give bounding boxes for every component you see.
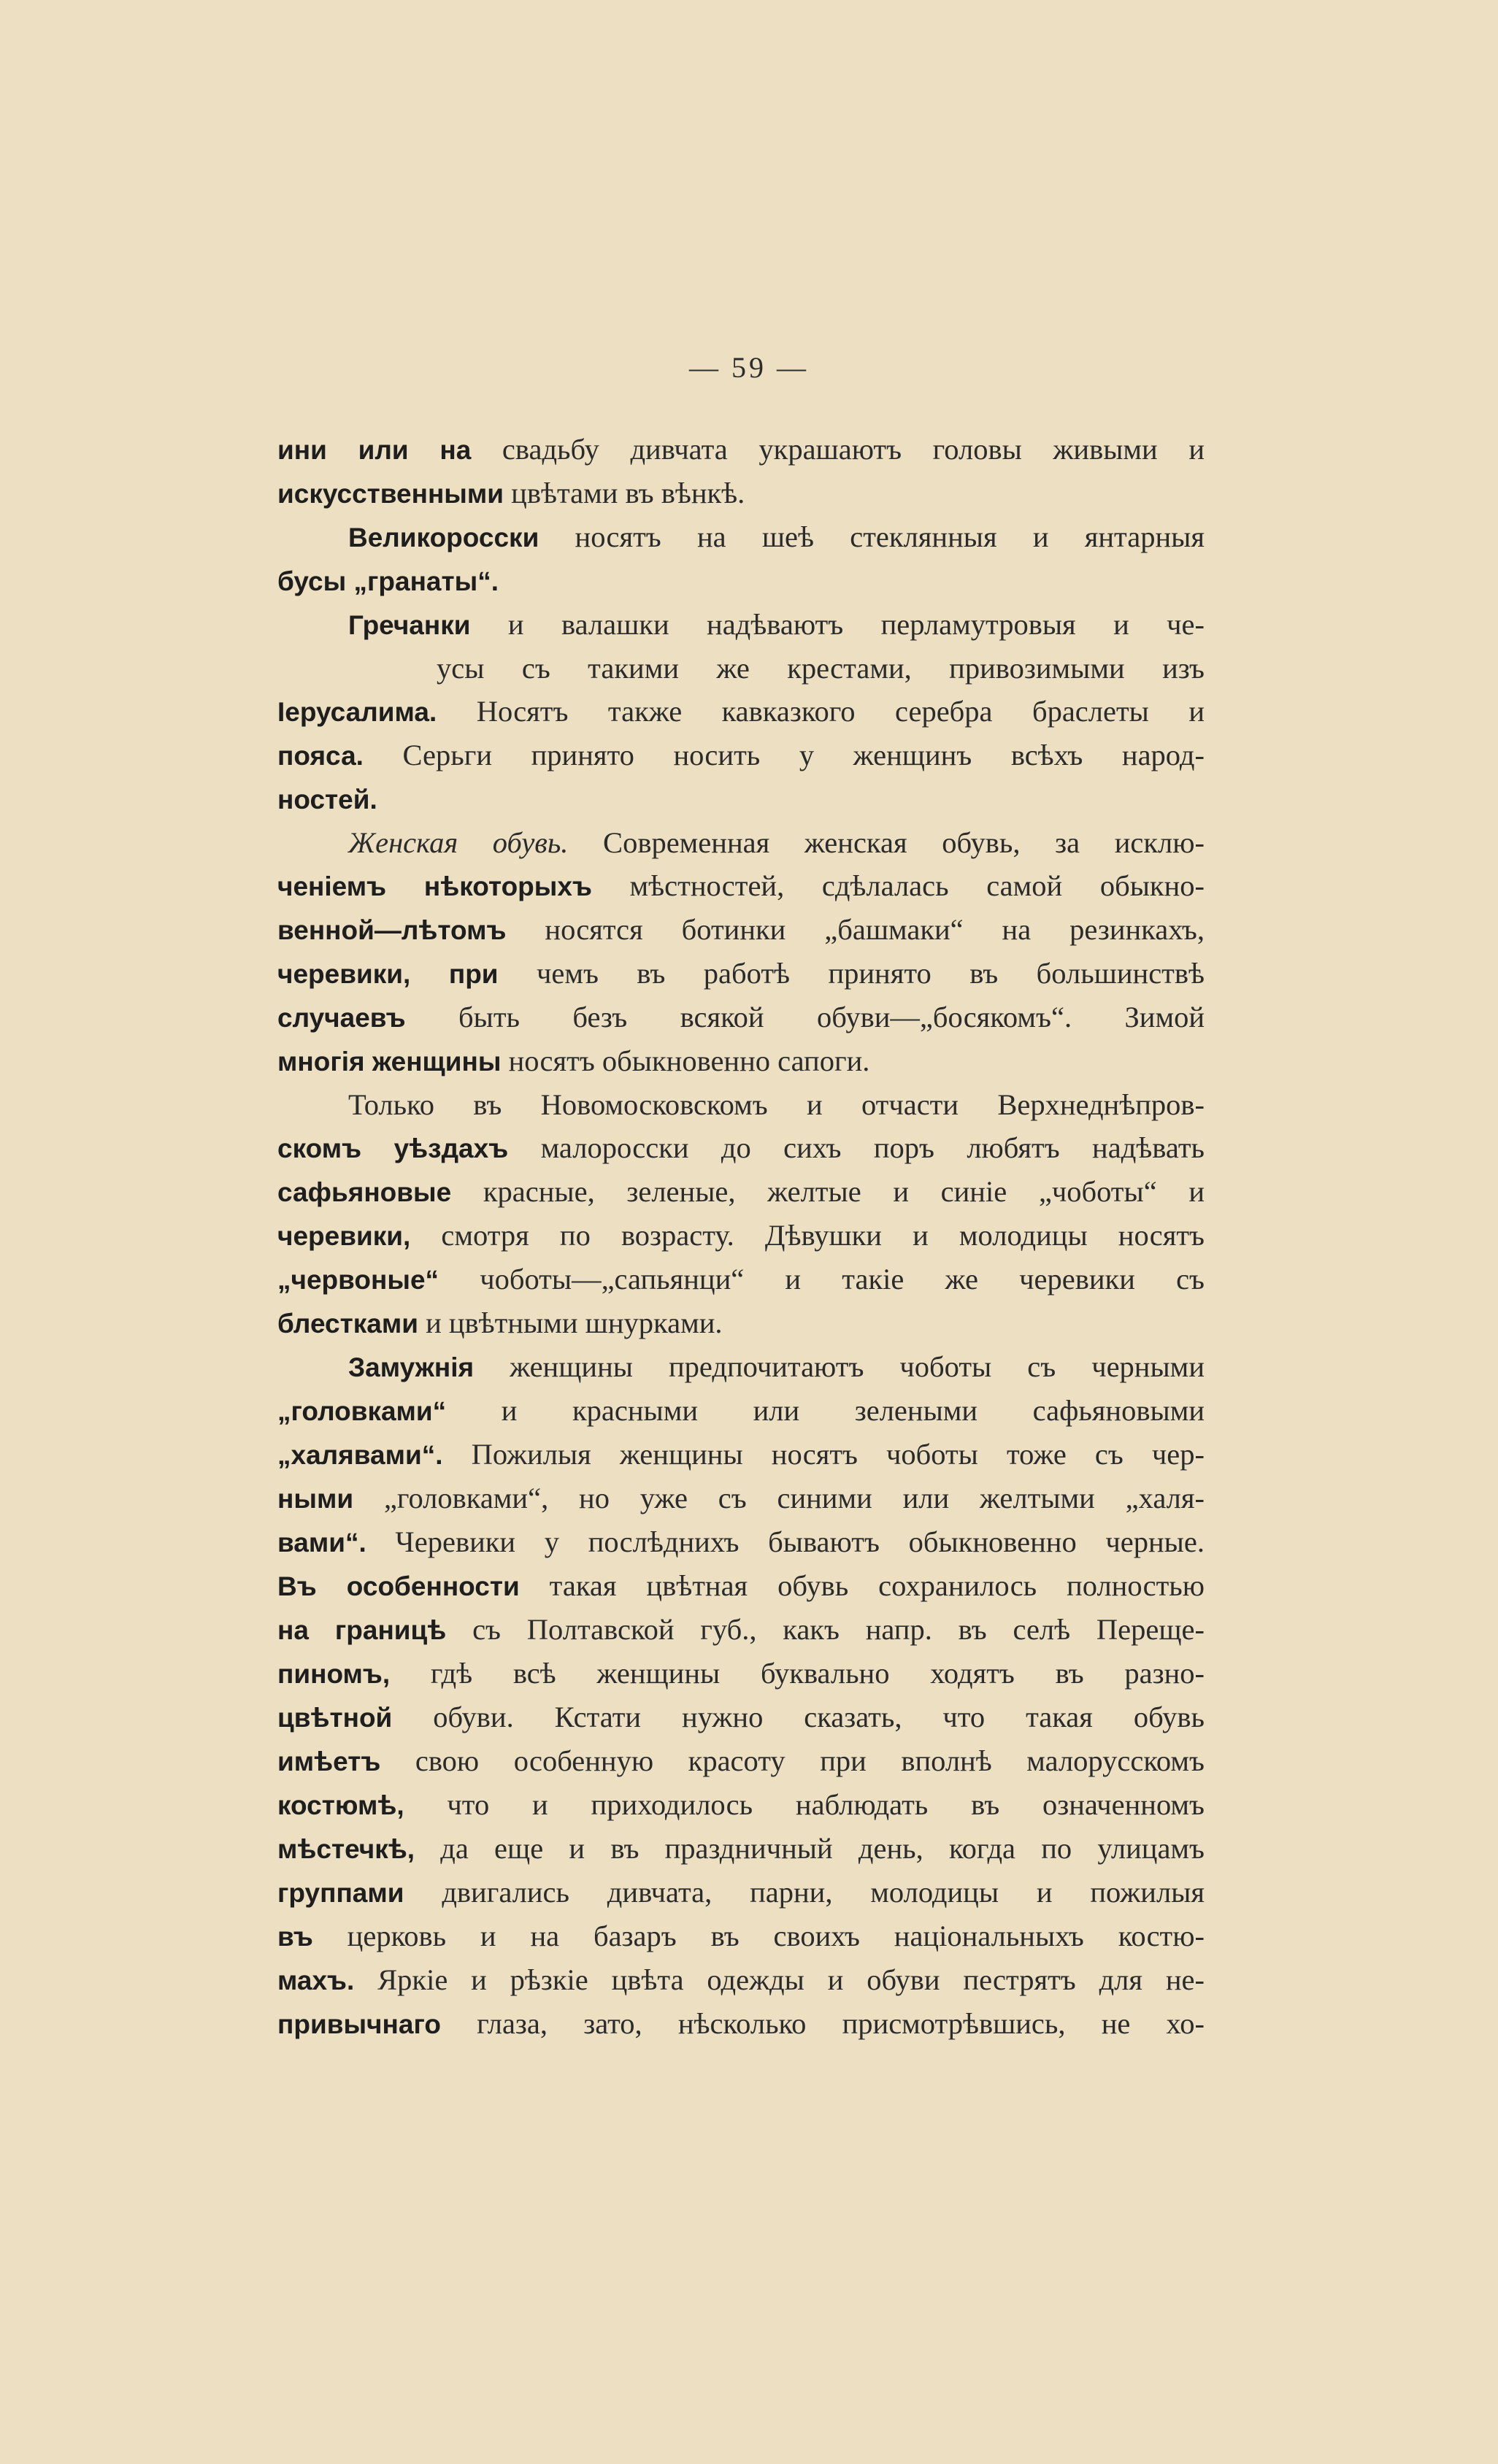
line-lead-bold: Іерусалима. xyxy=(277,697,437,727)
line-text: и валашки надѣваютъ перламутровыя и че- xyxy=(470,608,1205,641)
line-lead-bold: Гречанки xyxy=(348,610,471,640)
line-text: Черевики у послѣднихъ бываютъ обыкновенно черные. xyxy=(366,1525,1205,1558)
line-text: Носятъ также кавказкого серебра браслеты и xyxy=(437,695,1205,728)
text-line xyxy=(277,1958,1205,2002)
line-text: свадьбу дивчата украшаютъ головы живыми и xyxy=(471,433,1205,466)
line-text: чемъ въ работѣ принято въ большинствѣ xyxy=(498,957,1205,990)
text-line xyxy=(277,603,1205,647)
line-text: глаза, зато, нѣсколько присмотрѣвшись, не хо- xyxy=(440,2007,1205,2040)
line-lead-bold: ными xyxy=(277,1484,354,1514)
line-text: чоботы—„сапьянци“ и такіе же черевики съ xyxy=(439,1263,1205,1295)
line-text: „головками“, но уже съ синими или желтыми „халя- xyxy=(353,1482,1205,1514)
text-line xyxy=(277,864,1205,908)
line-text: носятъ на шеѣ стеклянныя и янтарныя xyxy=(539,520,1205,553)
line-lead-bold: „головками“ xyxy=(277,1396,447,1426)
text-line xyxy=(277,1871,1205,1914)
line-lead-bold: „халявами“. xyxy=(277,1440,443,1470)
text-line xyxy=(277,1827,1205,1871)
section-heading-italic: Женская обувь. xyxy=(348,826,569,859)
text-line xyxy=(277,1564,1205,1608)
line-lead-bold: ченіемъ нѣкоторыхъ xyxy=(277,871,592,901)
line-text: Серьги принято носить у женщинъ всѣхъ народ- xyxy=(363,739,1205,771)
text-line xyxy=(277,471,1205,515)
text-line xyxy=(277,1520,1205,1564)
line-text: обуви. Кстати нужно сказать, что такая обувь xyxy=(392,1701,1205,1733)
line-lead-bold: мѣстечкѣ, xyxy=(277,1834,415,1864)
line-text: двигались дивчата, парни, молодицы и пожилыя xyxy=(404,1876,1205,1909)
line-text: и красными или зелеными сафьяновыми xyxy=(446,1394,1205,1427)
line-text: усы съ такими же крестами, привозимыми изъ xyxy=(437,652,1205,685)
line-lead-bold: группами xyxy=(277,1878,404,1908)
line-text: быть безъ всякой обуви—„босякомъ“. Зимой xyxy=(405,1001,1205,1033)
text-line xyxy=(277,952,1205,996)
text-line xyxy=(277,647,1205,690)
line-text: гдѣ всѣ женщины буквально ходятъ въ разно- xyxy=(390,1657,1205,1690)
text-line xyxy=(277,1126,1205,1170)
text-line xyxy=(277,1914,1205,1958)
text-line xyxy=(277,1695,1205,1739)
line-lead-bold: вами“. xyxy=(277,1528,366,1558)
line-text: свою особенную красоту при вполнѣ малорусскомъ xyxy=(380,1744,1205,1777)
line-lead-bold: ностей. xyxy=(277,785,377,815)
line-lead-bold: на границѣ xyxy=(277,1615,447,1645)
line-lead-bold: черевики, при xyxy=(277,959,499,989)
text-line xyxy=(277,1301,1205,1345)
line-lead-bold: черевики, xyxy=(277,1221,411,1251)
text-line xyxy=(277,1389,1205,1433)
line-lead-bold: „червоные“ xyxy=(277,1265,439,1295)
text-line xyxy=(277,690,1205,734)
line-lead-bold: Въ особенности xyxy=(277,1571,520,1601)
text-line xyxy=(277,1214,1205,1258)
line-text: женщины предпочитаютъ чоботы съ черными xyxy=(474,1350,1205,1383)
line-lead-bold: цвѣтной xyxy=(277,1703,393,1733)
text-line xyxy=(277,1608,1205,1652)
line-lead-bold: Замужнія xyxy=(348,1352,475,1382)
line-lead-bold: блестками xyxy=(277,1309,418,1339)
line-lead-bold: Великоросски xyxy=(348,523,539,553)
text-line xyxy=(277,515,1205,559)
text-line xyxy=(277,2002,1205,2046)
text-line xyxy=(277,734,1205,777)
text-line xyxy=(277,996,1205,1039)
line-text: церковь и на базаръ въ своихъ національныхъ костю- xyxy=(312,1920,1205,1952)
text-line xyxy=(277,1739,1205,1783)
line-text: малоросски до сихъ поръ любятъ надѣвать xyxy=(508,1131,1205,1164)
line-text: цвѣтами въ вѣнкѣ. xyxy=(504,477,745,509)
body-text xyxy=(277,428,1205,2046)
line-text: Современная женская обувь, за исклю- xyxy=(568,826,1205,859)
text-line xyxy=(277,1039,1205,1083)
line-text: да еще и въ праздничный день, когда по улицамъ xyxy=(415,1832,1205,1865)
line-text: Только въ Новомосковскомъ и отчасти Верхнеднѣпров- xyxy=(348,1088,1205,1121)
text-line xyxy=(277,821,1205,864)
line-lead-bold: костюмѣ, xyxy=(277,1790,404,1820)
line-lead-bold: случаевъ xyxy=(277,1003,406,1033)
text-line xyxy=(277,559,1205,603)
line-lead-bold: привычнаго xyxy=(277,2009,441,2039)
text-line xyxy=(277,428,1205,471)
text-line xyxy=(277,908,1205,952)
line-lead-bold: пояса. xyxy=(277,741,364,771)
line-lead-bold: пиномъ, xyxy=(277,1659,391,1689)
text-line xyxy=(277,1652,1205,1695)
text-line xyxy=(277,1345,1205,1389)
text-line xyxy=(277,777,1205,821)
line-text: мѣстностей, сдѣлалась самой обыкно- xyxy=(591,869,1205,902)
line-lead-bold: въ xyxy=(277,1922,313,1952)
line-text: Яркіе и рѣзкіе цвѣта одежды и обуви пестрятъ для не- xyxy=(354,1963,1205,1996)
page-number: — 59 — xyxy=(689,351,809,384)
line-lead-bold: искусственными xyxy=(277,479,504,509)
line-lead-bold: сафьяновые xyxy=(277,1177,452,1207)
line-lead-bold: скомъ уѣздахъ xyxy=(277,1133,509,1163)
line-lead-bold: венной—лѣтомъ xyxy=(277,915,507,945)
text-line xyxy=(277,1783,1205,1827)
text-line xyxy=(277,1477,1205,1520)
line-text: смотря по возрасту. Дѣвушки и молодицы носятъ xyxy=(410,1219,1205,1252)
text-line xyxy=(277,1083,1205,1126)
text-line xyxy=(277,1433,1205,1477)
line-text: носятся ботинки „башмаки“ на резинкахъ, xyxy=(506,913,1205,946)
line-lead-bold: бусы „гранаты“. xyxy=(277,566,499,596)
line-lead-bold: многія женщины xyxy=(277,1047,502,1077)
line-text: и цвѣтными шнурками. xyxy=(418,1306,723,1339)
text-line xyxy=(277,1258,1205,1301)
line-text: носятъ обыкновенно сапоги. xyxy=(501,1044,870,1077)
line-text: красные, зеленые, желтые и синіе „чоботы“ и xyxy=(451,1175,1205,1208)
line-text: Пожилыя женщины носятъ чоботы тоже съ чер- xyxy=(442,1438,1205,1471)
line-text: что и приходилось наблюдать въ означенномъ xyxy=(404,1788,1205,1821)
line-lead-bold: ини или на xyxy=(277,435,472,465)
line-text: съ Полтавской губ., какъ напр. въ селѣ Перещe- xyxy=(446,1613,1205,1646)
line-lead-bold: махъ. xyxy=(277,1966,355,1995)
line-text: такая цвѣтная обувь сохранилось полностью xyxy=(519,1569,1205,1602)
text-line xyxy=(277,1170,1205,1214)
line-lead-bold: имѣетъ xyxy=(277,1747,381,1776)
